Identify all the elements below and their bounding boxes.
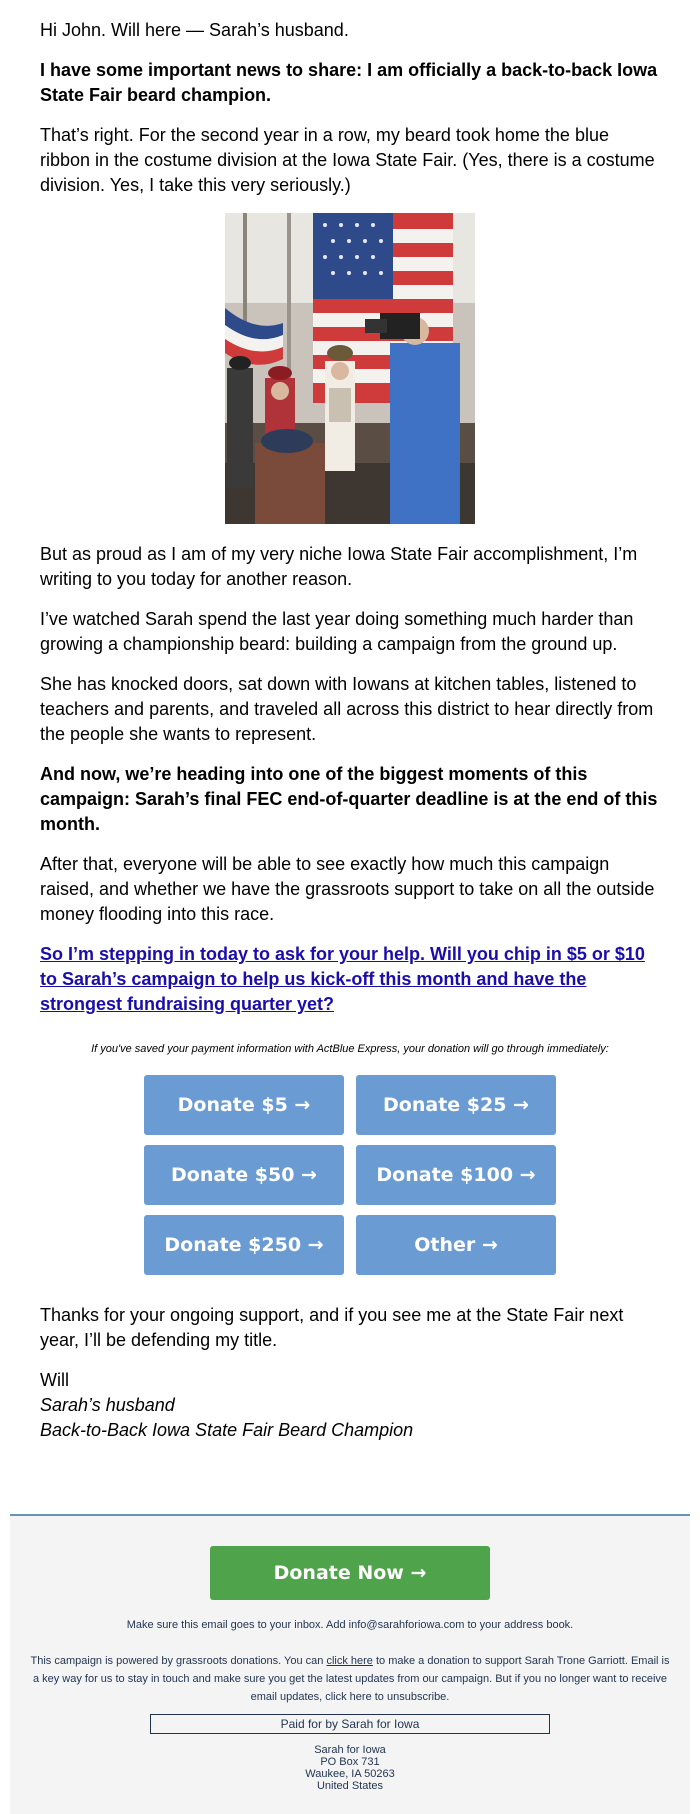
actblue-note: If you've saved your payment information with ActBlue Express, your donation will go through immediately: (91, 1043, 609, 1055)
paragraph-campaign: I’ve watched Sarah spend the last year doing something much harder than growing a championship beard: building a campaign from the ground up. (40, 609, 634, 654)
donate-now-button[interactable]: Donate Now → (210, 1546, 490, 1600)
signature-line-2: Back-to-Back Iowa State Fair Beard Champion (40, 1420, 414, 1440)
signature-name: Will (40, 1370, 69, 1390)
mailing-address (10, 1744, 690, 1792)
donation-button-grid (144, 1075, 556, 1275)
city-state-zip: Waukee, IA 50263 (305, 1768, 395, 1780)
paragraph-outreach: She has knocked doors, sat down with Iowans at kitchen tables, listened to teachers and parents, and traveled all across this district to hear directly from the people she wants to represent. (40, 674, 654, 744)
powered-by-text (30, 1652, 670, 1706)
signature (40, 1368, 660, 1443)
country: United States (316, 1780, 384, 1792)
closing-paragraph: Thanks for your ongoing support, and if you see me at the State Fair next year, I’ll be defending my title. (40, 1305, 624, 1350)
paragraph-reason: But as proud as I am of my very niche Iowa State Fair accomplishment, I’m writing to you today for another reason. (40, 544, 638, 589)
signature-line-1: Sarah’s husband (40, 1395, 175, 1415)
greeting: Hi John. Will here — Sarah’s husband. (40, 20, 349, 40)
donate-5-button[interactable]: Donate $5 → (144, 1075, 344, 1135)
click-here-link[interactable]: click here (326, 1655, 373, 1667)
po-box: PO Box 731 (320, 1756, 380, 1768)
donate-50-button[interactable]: Donate $50 → (144, 1145, 344, 1205)
paragraph-fec: After that, everyone will be able to see exactly how much this campaign raised, and whether we have the grassroots support to take on all the outside money flooding into this race. (40, 854, 655, 924)
headline: I have some important news to share: I am officially a back-to-back Iowa State Fair beard champion. (40, 60, 658, 105)
powered-text-start: This campaign is powered by grassroots donations. You can (30, 1655, 327, 1667)
address-book-note: Make sure this email goes to your inbox. Add info@sarahforiowa.com to your address book. (126, 1619, 574, 1631)
chip-in-link[interactable]: So I’m stepping in today to ask for your help. Will you chip in $5 or $10 to Sarah’s campaign to help us kick-off this month and have the strongest fundraising quarter yet? (40, 944, 645, 1014)
org-name: Sarah for Iowa (314, 1744, 386, 1756)
paragraph-deadline: And now, we’re heading into one of the biggest moments of this campaign: Sarah’s final FEC end-of-quarter deadline is at the end of this month. (40, 764, 658, 834)
donate-250-button[interactable]: Donate $250 → (144, 1215, 344, 1275)
paid-for-box: Paid for by Sarah for Iowa (150, 1714, 550, 1734)
donate-other-button[interactable]: Other → (356, 1215, 556, 1275)
donate-100-button[interactable]: Donate $100 → (356, 1145, 556, 1205)
donate-25-button[interactable]: Donate $25 → (356, 1075, 556, 1135)
powered-text-end: to make a donation to support Sarah Trone Garriott. Email is a key way for us to stay in touch and make sure you get the latest updates from our campaign. But if you no longer want to receive email updates, click here to unsubscribe. (32, 1655, 670, 1703)
paragraph-ribbon: That’s right. For the second year in a row, my beard took home the blue ribbon in the costume division at the Iowa State Fair. (Yes, there is a costume division. Yes, I take this very seriously.) (40, 125, 655, 195)
email-footer (10, 1514, 690, 1814)
state-fair-beard-contest-photo (225, 213, 475, 524)
